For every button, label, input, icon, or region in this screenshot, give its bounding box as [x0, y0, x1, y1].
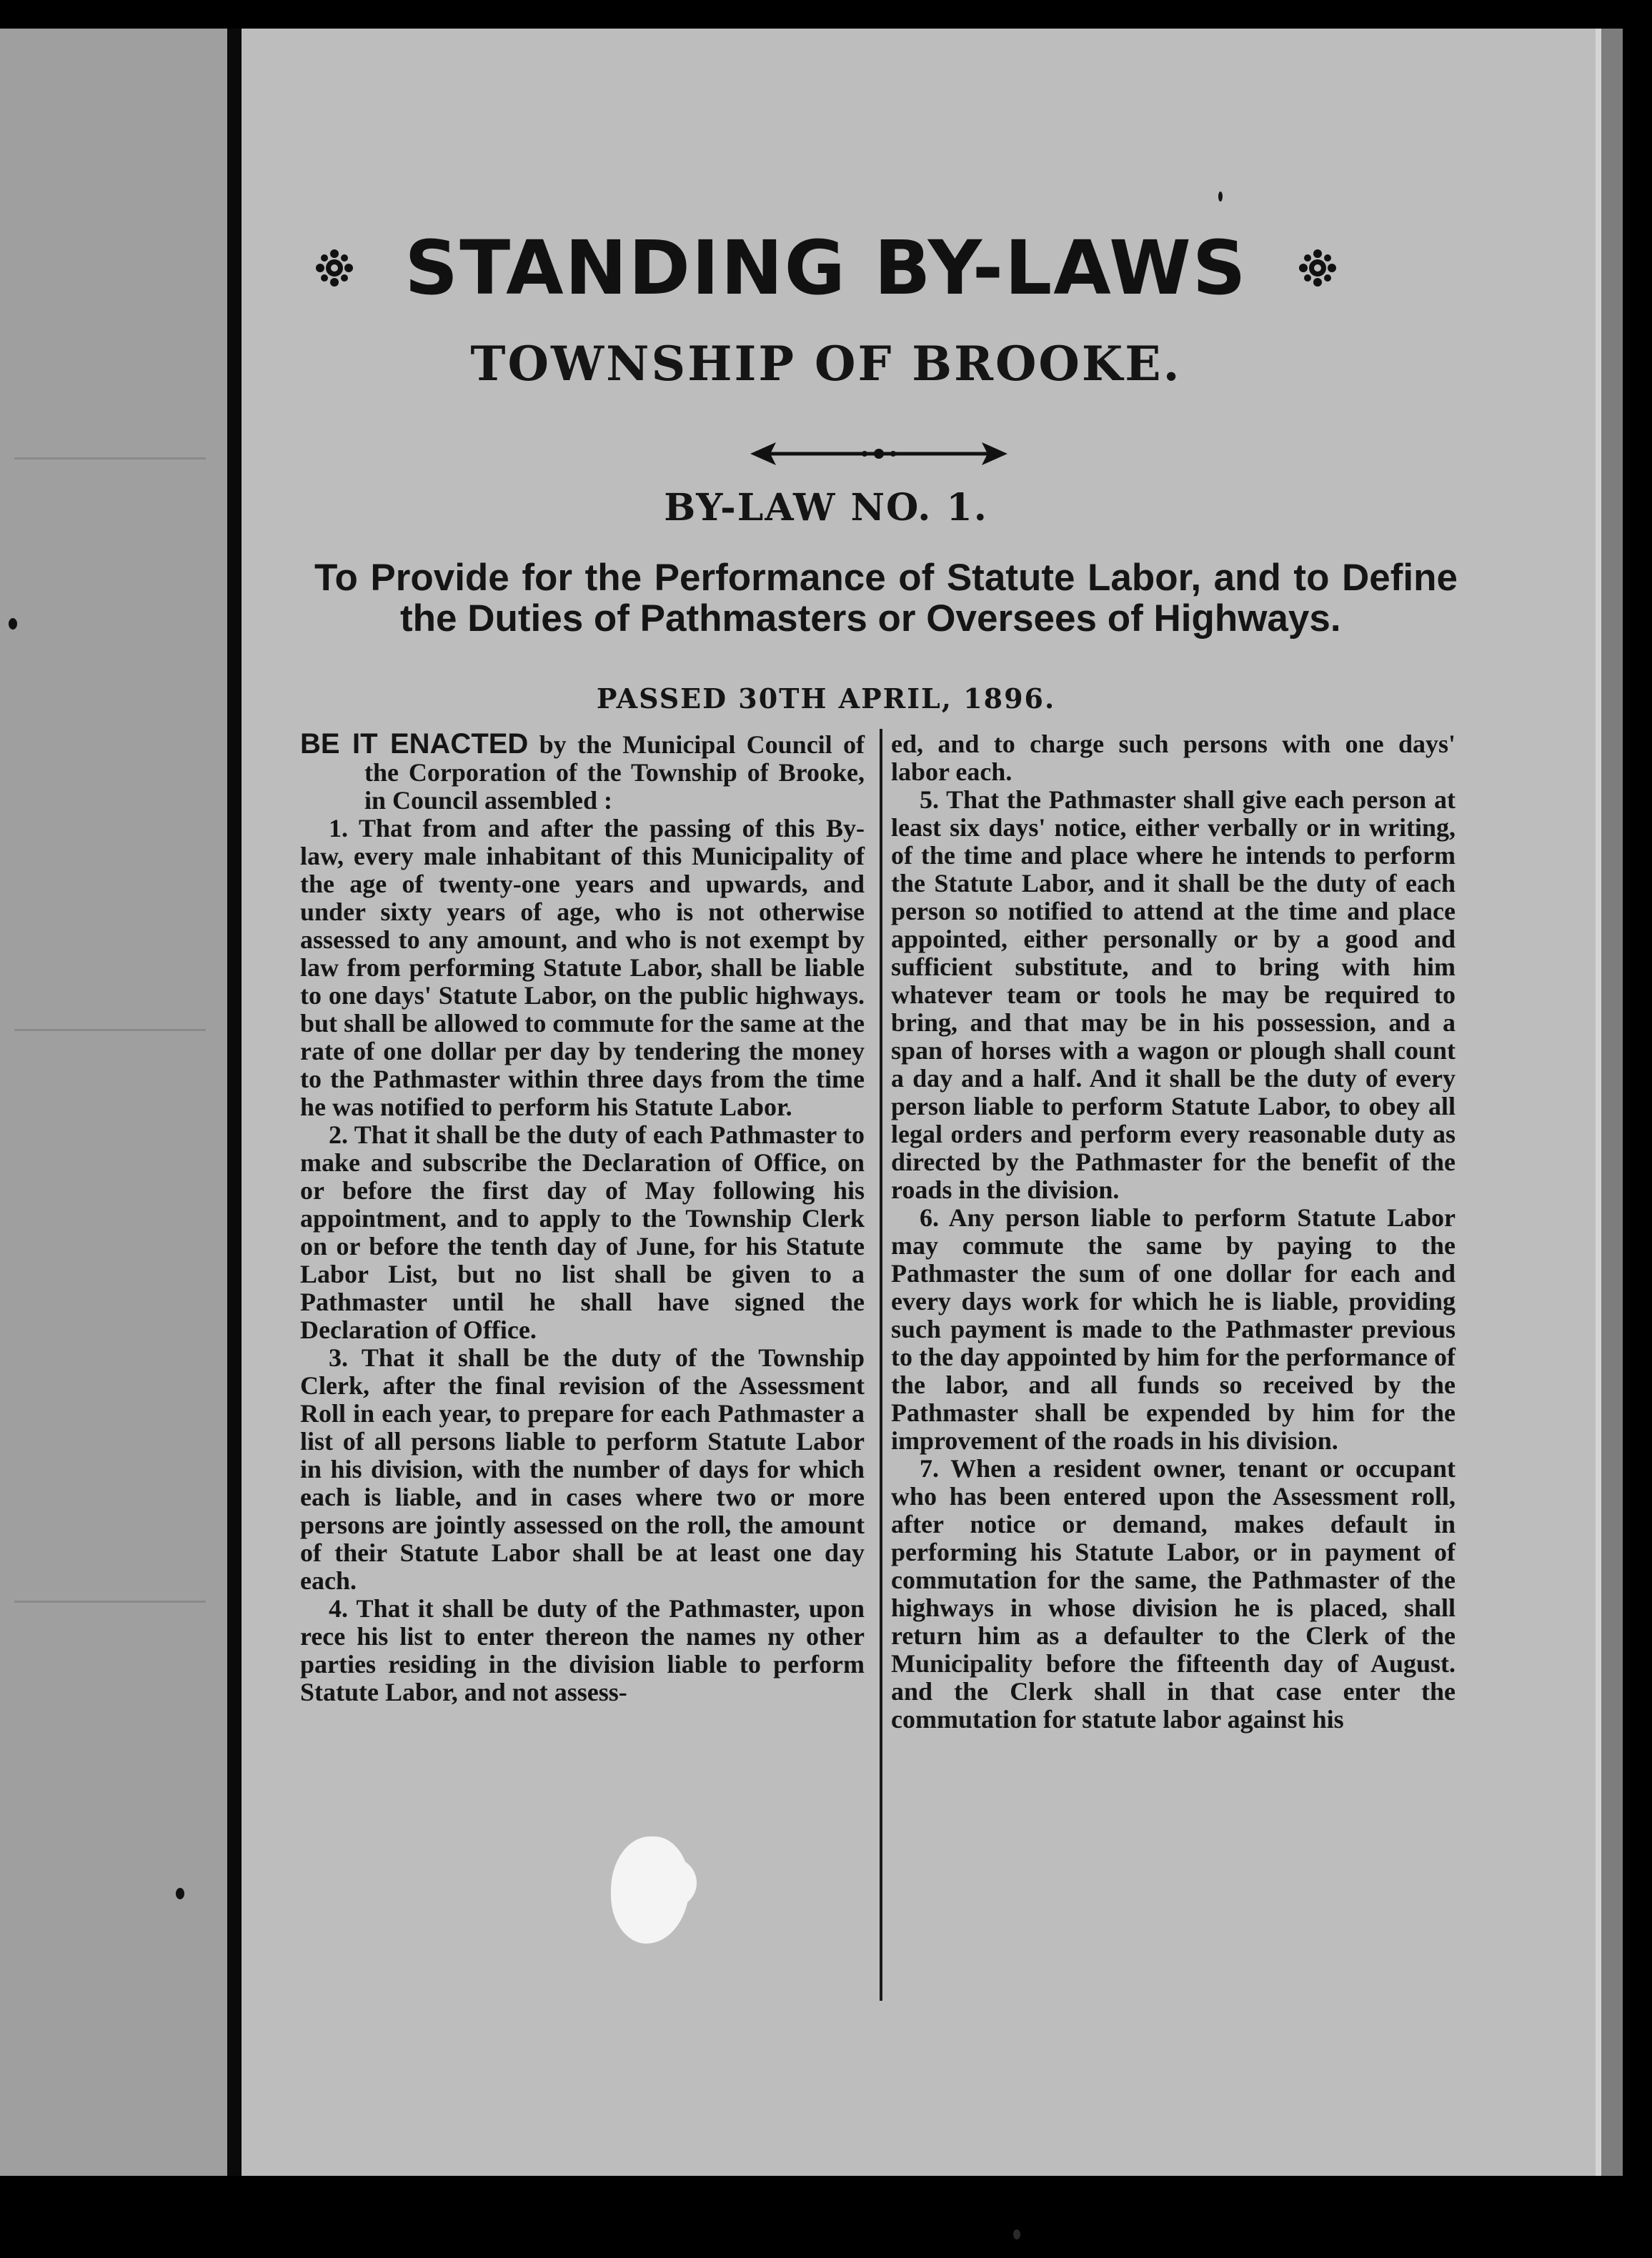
bylaw-purpose: To Provide for the Performance of Statute Labor, and to Define the Duties of Pathmasters or Oversees of Highways. — [314, 557, 1458, 640]
enacting-lead: BE IT ENACTED — [300, 728, 529, 760]
bylaw-number: BY-LAW NO. 1. — [664, 486, 988, 529]
section-5: 5. That the Pathmaster shall give each person at least six days' notice, either verbally or in writing, of the time and place where he intends to perform the Statute Labor, and it shall be the duty of each person so notified to attend at the time and place appointed, either personally or by a good and sufficient substitute, and to bring with him whatever team or tools he may be required to bring, and that may be in his possession, and a span of horses with a wagon or plough shall count a day and a half. And it shall be the duty of every person liable to perform Statute Labor, to obey all legal orders and perform every reasonable duty as directed by the Pathmaster for the benefit of the roads in the division. — [891, 785, 1456, 1204]
township-subtitle: TOWNSHIP OF BROOKE. — [470, 336, 1182, 392]
section-2: 2. That it shall be the duty of each Pathmaster to make and subscribe the Declaration of Office, on or before the first day of May following his appointment, and to apply to the Township Clerk on or before the tenth day of June, for his Statute Labor List, but no list shall be given to a Pathmaster until he shall have signed the Declaration of Office. — [300, 1120, 865, 1344]
ink-speck — [1013, 2229, 1020, 2239]
section-1: 1. That from and after the passing of this By-law, every male inhabitant of this Municipality of the age of twenty-one years and upwards, and under sixty years of age, who is not otherwise assessed to any amount, and who is not exempt by law from performing Statute Labor, shall be liable to one days' Statute Labor, on the public highways. but shall be allowed to commute for the same at the rate of one dollar per day by tendering the money to the Pathmaster within three days from the time he was notified to perform his Statute Labor. — [300, 814, 865, 1121]
section-3: 3. That it shall be the duty of the Township Clerk, after the final revision of the Assessment Roll in each year, to prepare for each Pathmaster a list of all persons liable to perform Statute Labor in his division, with the number of days for which each is liable, and in cases where two or more persons are jointly assessed on the roll, the amount of their Statute Labor shall be at least one day each. — [300, 1343, 865, 1595]
arrow-divider-icon — [750, 432, 1007, 475]
margin-speck — [9, 618, 17, 630]
ornament-flower-icon — [1298, 248, 1338, 288]
ornament-flower-icon — [314, 248, 354, 288]
paper-damage-spot — [647, 1858, 697, 1908]
page-title: STANDING BY-LAWS — [404, 224, 1248, 312]
enacting-text: by the Municipal Council of the Corporation of the Township of Brooke, in Council assembled : — [364, 730, 865, 815]
column-rule — [880, 729, 882, 2001]
enacting-clause — [300, 730, 865, 815]
title-row — [0, 214, 1652, 322]
continuation-text: ed, and to charge such persons with one days' labor each. — [891, 730, 1456, 786]
ink-speck — [1218, 192, 1223, 202]
section-6: 6. Any person liable to perform Statute Labor may commute the same by paying to the Pathmaster the sum of one dollar for each and every days work for which he is liable, providing such payment is made to the Pathmaster previous to the day appointed by him for the performance of the labor, and all funds so received by the Pathmaster shall be expended by him for the improvement of the roads in his division. — [891, 1203, 1456, 1455]
margin-speck — [176, 1888, 184, 1899]
left-column — [300, 730, 865, 1706]
section-4: 4. That it shall be duty of the Pathmaster, upon rece his list to enter thereon the names ny other parties residing in the division liable to perform Statute Labor, and not assess- — [300, 1594, 865, 1706]
passed-date: PASSED 30TH APRIL, 1896. — [596, 682, 1056, 715]
right-column — [891, 730, 1456, 1734]
section-7: 7. When a resident owner, tenant or occupant who has been entered upon the Assessment roll, after notice or demand, makes default in performing his Statute Labor, or in payment of commutation for the same, the Pathmaster of the highways in whose division he is placed, shall return him as a defaulter to the Clerk of the Municipality before the fifteenth day of August. and the Clerk shall in that case enter the commutation for statute labor against his — [891, 1454, 1456, 1734]
